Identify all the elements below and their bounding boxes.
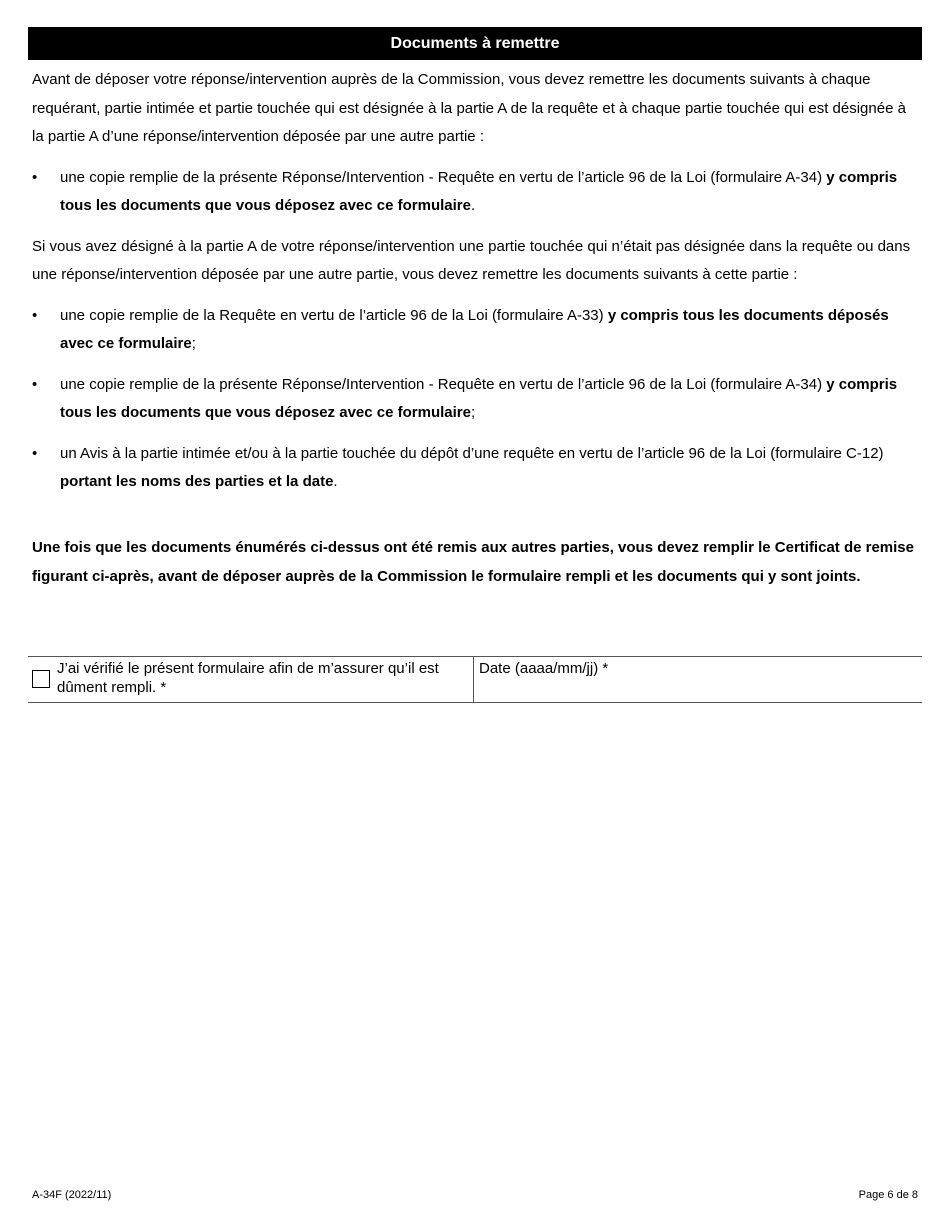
documents-list-1 xyxy=(32,164,920,221)
list-item: • une copie remplie de la présente Réponse/Intervention - Requête en vertu de l’article 96 de la Loi (formulaire A-34) y compris tous les documents que vous déposez avec ce formulaire. xyxy=(32,164,920,221)
list-item: • une copie remplie de la Requête en vertu de l’article 96 de la Loi (formulaire A-33) y compris tous les documents déposés avec ce formulaire; xyxy=(32,302,920,359)
verification-row xyxy=(28,656,922,703)
section-header xyxy=(28,27,922,60)
list-item: • une copie remplie de la présente Réponse/Intervention - Requête en vertu de l’article 96 de la Loi (formulaire A-34) y compris tous les documents que vous déposez avec ce formulaire; xyxy=(32,371,920,428)
date-cell xyxy=(474,657,922,702)
list-item: • un Avis à la partie intimée et/ou à la partie touchée du dépôt d’une requête en vertu de l’article 96 de la Loi (formulaire C-12) portant les noms des parties et la date. xyxy=(32,440,920,497)
form-code: A-34F (2022/11) xyxy=(32,1189,112,1201)
verification-label: J’ai vérifié le présent formulaire afin de m’assurer qu’il est dûment rempli. * xyxy=(57,660,439,696)
date-label: Date (aaaa/mm/jj) * xyxy=(479,660,609,677)
section-title: Documents à remettre xyxy=(390,34,560,52)
document-body xyxy=(32,66,920,591)
date-input[interactable] xyxy=(478,679,918,701)
bullet-icon: • xyxy=(32,306,38,324)
bullet-icon: • xyxy=(32,444,38,462)
closing-instruction: Une fois que les documents énumérés ci-dessus ont été remis aux autres parties, vous devez remplir le Certificat de remise figurant ci-après, avant de déposer auprès de la Commission le formulaire rempli et les documents qui y sont joints. xyxy=(32,538,914,585)
bullet-icon: • xyxy=(32,168,38,186)
documents-list-2 xyxy=(32,302,920,497)
bullet-icon: • xyxy=(32,375,38,393)
verification-cell xyxy=(28,657,474,702)
intro-paragraph: Avant de déposer votre réponse/intervention auprès de la Commission, vous devez remettre les documents suivants à chaque requérant, partie intimée et partie touchée qui est désignée à la partie A de la requête et à chaque partie touchée qui est désignée à la partie A d’une réponse/intervention déposée par une autre partie : xyxy=(32,71,906,145)
page-number: Page 6 de 8 xyxy=(858,1189,918,1201)
second-paragraph: Si vous avez désigné à la partie A de votre réponse/intervention une partie touchée qui n’était pas désignée dans la requête ou dans une réponse/intervention déposée par une autre partie, vous devez remettre les documents suivants à cette partie : xyxy=(32,237,911,283)
verification-checkbox[interactable] xyxy=(32,670,50,688)
